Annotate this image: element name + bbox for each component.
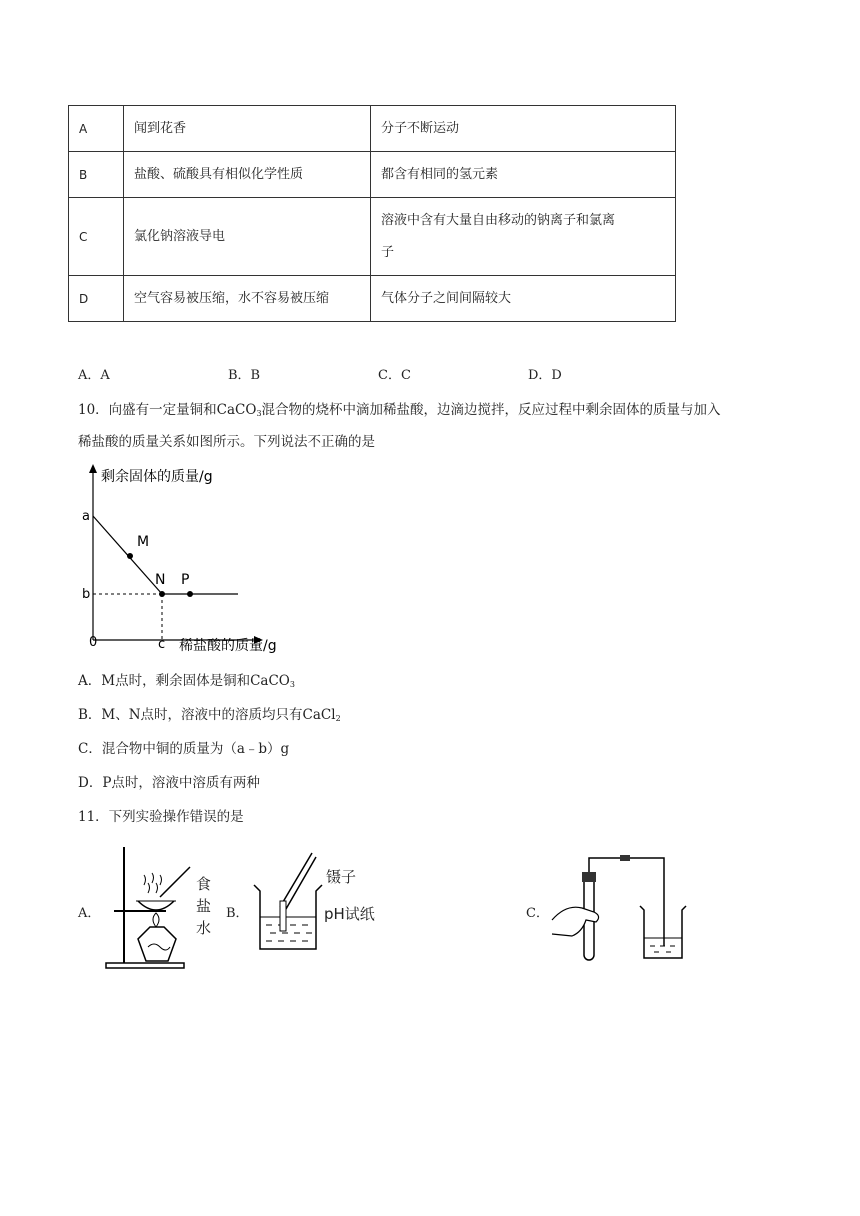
n-label: N xyxy=(155,572,166,588)
option-text: B．M、N点时，溶液中的溶质均只有CaCl xyxy=(78,707,336,723)
q10-stem-text-rest: 混合物的烧杯中滴加稀盐酸，边滴边搅拌，反应过程中剩余固体的质量与加入 xyxy=(261,402,721,418)
table-row xyxy=(69,276,676,322)
q11-option-b-label: B． xyxy=(226,906,249,921)
stand-base xyxy=(106,963,184,968)
answer-option-d: D．D xyxy=(528,368,562,383)
delivery-tube xyxy=(589,858,664,946)
table-row xyxy=(69,152,676,198)
flame-icon xyxy=(153,913,159,927)
q10-option-a xyxy=(78,669,295,689)
table-cell: 气体分子之间间隔较大 xyxy=(371,276,676,322)
point-m xyxy=(127,553,133,559)
lamp-liquid xyxy=(148,944,170,950)
table-cell: 盐酸、硫酸具有相似化学性质 xyxy=(124,152,371,198)
beaker xyxy=(640,906,686,958)
cell-line: 子 xyxy=(381,244,395,260)
tweezers xyxy=(280,853,312,907)
ph-paper xyxy=(280,901,286,931)
y-axis-arrow-icon xyxy=(89,464,97,473)
table-cell: C xyxy=(69,198,124,276)
c-label: c xyxy=(158,637,166,652)
ph-test-illustration xyxy=(250,845,330,955)
b-label: b xyxy=(82,587,91,602)
x-axis-label: 稀盐酸的质量/g xyxy=(179,638,277,654)
subscript: 3 xyxy=(256,409,262,418)
table-cell: 空气容易被压缩，水不容易被压缩 xyxy=(124,276,371,322)
a-label: a xyxy=(82,509,90,524)
label-char: 食 xyxy=(196,875,212,893)
table-cell: 分子不断运动 xyxy=(371,106,676,152)
origin-label: 0 xyxy=(89,635,98,650)
answer-option-c: C．C xyxy=(378,368,411,383)
subscript: 2 xyxy=(335,714,341,723)
table-cell: 都含有相同的氢元素 xyxy=(371,152,676,198)
steam-icon xyxy=(144,873,162,893)
hand-icon xyxy=(552,907,599,936)
airtightness-check-illustration xyxy=(550,850,690,965)
p-label: P xyxy=(181,572,190,588)
answer-option-a: A．A xyxy=(78,368,110,383)
glass-rod xyxy=(160,867,190,897)
option-text: A．M点时，剩余固体是铜和CaCO xyxy=(78,673,290,689)
stopper xyxy=(582,872,596,882)
table-cell: A xyxy=(69,106,124,152)
ph-paper-label: pH试纸 xyxy=(324,905,375,923)
q11-option-c-label: C． xyxy=(526,906,549,921)
table-cell xyxy=(371,198,676,276)
evaporating-dish xyxy=(138,901,174,910)
q9-table xyxy=(68,105,676,322)
subscript: 3 xyxy=(289,680,295,689)
table-cell: 氯化钠溶液导电 xyxy=(124,198,371,276)
rubber-connector xyxy=(620,855,630,861)
salt-water-label xyxy=(196,873,211,939)
q10-option-c: C．混合物中铜的质量为（a﹣b）g xyxy=(78,741,290,757)
q10-stem-line2: 稀盐酸的质量关系如图所示。下列说法不正确的是 xyxy=(78,434,375,450)
answer-option-b: B．B xyxy=(228,368,261,383)
mass-graph xyxy=(75,460,315,660)
q11-stem: 11．下列实验操作错误的是 xyxy=(78,809,244,825)
label-char: 盐 xyxy=(196,897,212,915)
water-hatch xyxy=(650,946,675,952)
point-p xyxy=(187,591,193,597)
table-cell: D xyxy=(69,276,124,322)
q10-option-b xyxy=(78,703,341,723)
m-label: M xyxy=(137,534,150,550)
tweezers xyxy=(286,857,316,909)
label-char: 水 xyxy=(196,919,212,937)
table-row xyxy=(69,106,676,152)
alcohol-lamp xyxy=(138,927,176,961)
table-cell: 闻到花香 xyxy=(124,106,371,152)
table-row xyxy=(69,198,676,276)
y-axis-label: 剩余固体的质量/g xyxy=(101,469,213,485)
table-cell: B xyxy=(69,152,124,198)
tweezers-label: 镊子 xyxy=(326,868,357,886)
q10-option-d: D．P点时，溶液中溶质有两种 xyxy=(78,775,260,791)
q11-option-a-label: A． xyxy=(78,906,101,921)
liquid-hatch xyxy=(266,925,312,941)
point-n xyxy=(159,591,165,597)
q10-stem-line1 xyxy=(78,398,721,418)
q10-stem-text: 10．向盛有一定量铜和CaCO xyxy=(78,402,257,418)
cell-line: 溶液中含有大量自由移动的钠离子和氯离 xyxy=(381,212,616,228)
